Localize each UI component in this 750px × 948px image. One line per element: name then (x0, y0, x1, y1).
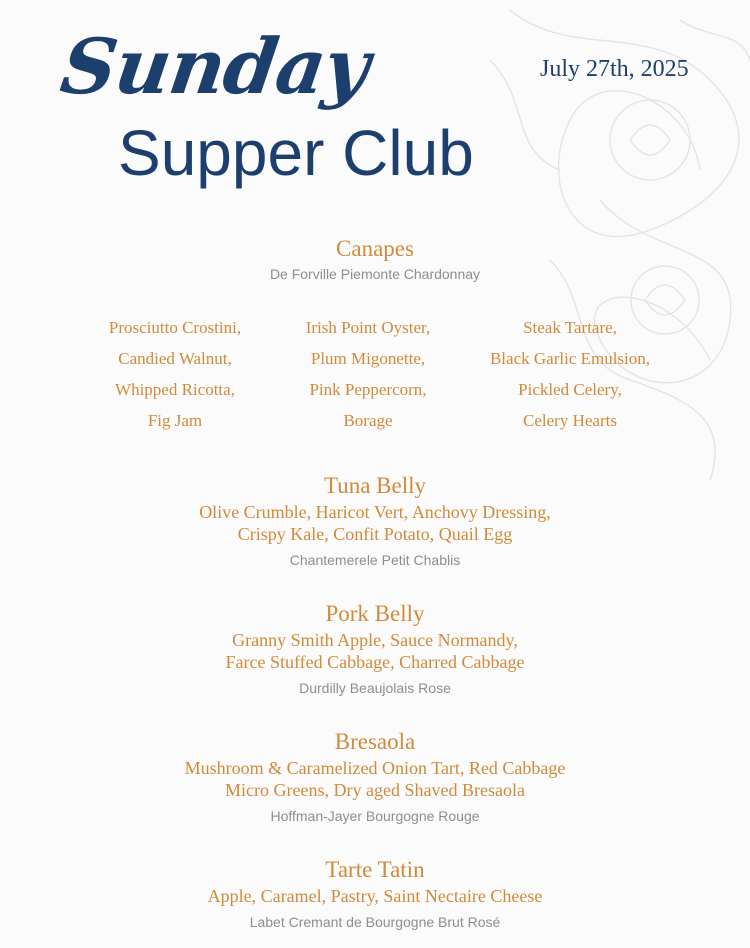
canape-line: Celery Hearts (523, 411, 617, 430)
course-description-line: Mushroom & Caramelized Onion Tart, Red Cabbage (184, 758, 566, 778)
course-description-line: Olive Crumble, Haricot Vert, Anchovy Dressing, (199, 502, 551, 522)
wine-pairing-bresaola: Hoffman-Jayer Bourgogne Rouge (270, 808, 480, 824)
course-title-tarte-tatin: Tarte Tatin (325, 857, 425, 882)
canape-column-2 (253, 312, 483, 436)
canape-line: Borage (343, 411, 393, 430)
wine-pairing-pork-belly: Durdilly Beaujolais Rose (299, 680, 451, 696)
course-description-line: Apple, Caramel, Pastry, Saint Nectaire Cheese (207, 886, 543, 906)
wine-pairing-tuna-belly: Chantemerele Petit Chablis (289, 552, 461, 568)
course-description-line: Granny Smith Apple, Sauce Normandy, (232, 630, 518, 650)
canape-line: Prosciutto Crostini, (108, 318, 242, 337)
canape-line: Steak Tartare, (523, 318, 617, 337)
event-date: July 27th, 2025 (540, 56, 689, 82)
course-title-bresaola: Bresaola (334, 729, 416, 754)
wine-pairing-canapes: De Forville Piemonte Chardonnay (269, 266, 481, 282)
course-title-canapes: Canapes (336, 236, 414, 261)
canape-column-3 (455, 312, 685, 436)
canape-line: Fig Jam (147, 411, 203, 430)
course-description-line: Micro Greens, Dry aged Shaved Bresaola (225, 780, 525, 800)
course-description-line: Crispy Kale, Confit Potato, Quail Egg (237, 524, 513, 544)
course-title-tuna-belly: Tuna Belly (323, 473, 427, 498)
canape-line: Irish Point Oyster, (305, 318, 431, 337)
canape-line: Pickled Celery, (518, 380, 622, 399)
course-description-line: Farce Stuffed Cabbage, Charred Cabbage (225, 652, 525, 672)
canape-line: Candied Walnut, (118, 349, 232, 368)
page-title: Supper Club (118, 117, 474, 189)
canape-line: Black Garlic Emulsion, (489, 349, 651, 368)
wine-pairing-tarte-tatin: Labet Cremant de Bourgogne Brut Rosé (249, 914, 501, 930)
canape-line: Pink Peppercorn, (309, 380, 427, 399)
course-title-pork-belly: Pork Belly (325, 601, 425, 626)
title-script: Sunday (55, 22, 375, 111)
canape-line: Whipped Ricotta, (115, 380, 235, 399)
canape-line: Plum Migonette, (310, 349, 426, 368)
